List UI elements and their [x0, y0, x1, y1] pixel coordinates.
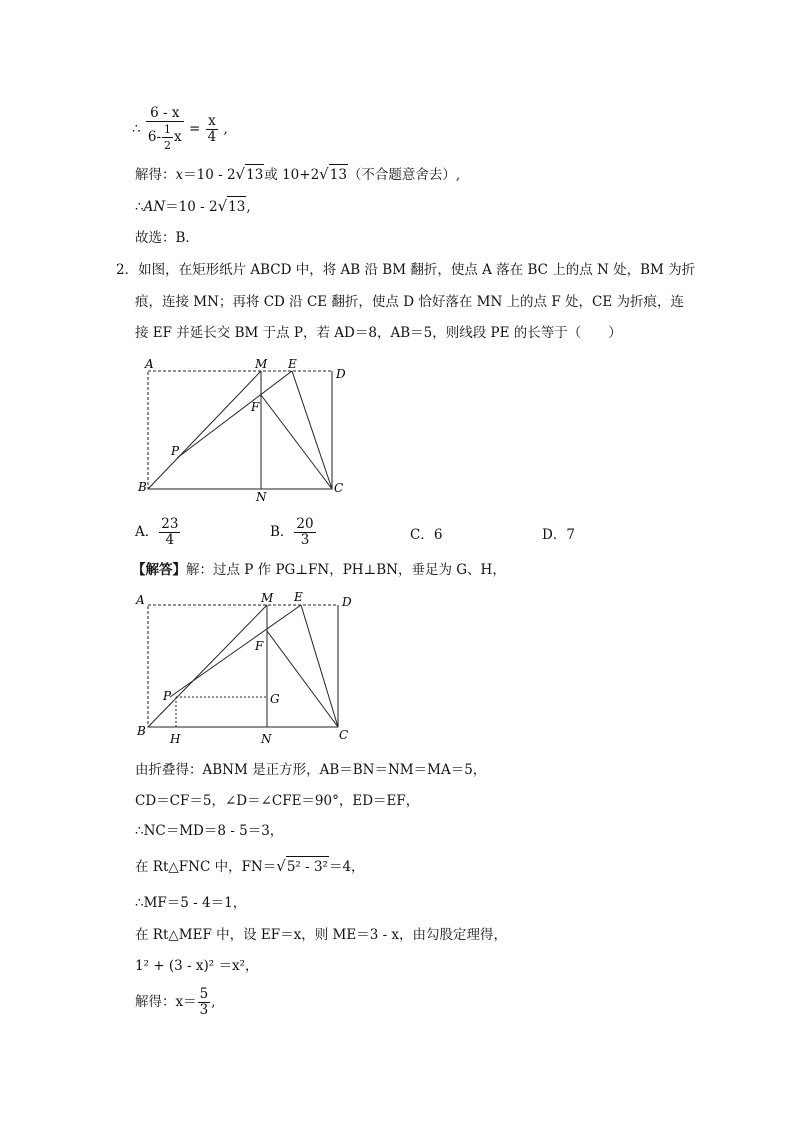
var-x: x	[175, 167, 184, 183]
label-m: M	[261, 591, 274, 605]
fraction-left	[146, 106, 184, 153]
expr-part-1: ＝10 - 2	[183, 167, 236, 183]
equals-sign: =	[188, 121, 201, 137]
option-b-num: 20	[296, 516, 314, 532]
step-3: ∴NC＝MD＝8 - 5＝3，	[135, 823, 284, 839]
option-a-den: 4	[165, 532, 175, 548]
step-8-den: 3	[199, 1002, 209, 1018]
label-f: F	[251, 400, 260, 414]
denominator-suffix: x	[174, 129, 182, 145]
label-p: P	[171, 444, 180, 458]
option-b-fraction	[294, 517, 315, 548]
label-e: E	[294, 590, 303, 604]
radicand: 13	[227, 196, 246, 217]
step-4-prefix: 在 Rt△FNC 中，FN＝	[135, 859, 277, 875]
fraction-right-numerator: x	[206, 114, 219, 130]
equation-line-1	[132, 106, 228, 153]
label-h: H	[170, 732, 181, 746]
step-8-fraction	[198, 987, 211, 1018]
step-1: 由折叠得：ABNM 是正方形，AB＝BN＝NM＝MA＝5，	[135, 762, 487, 778]
figure-2-rectangle-fold	[131, 587, 361, 747]
inner-fraction-den: 2	[164, 139, 172, 152]
question-2-line-1: 2．如图，在矩形纸片 ABCD 中，将 AB 沿 BM 翻折，使点 A 落在 BC 上的点 N 处，BM 为折	[116, 262, 696, 278]
label-n: N	[261, 732, 272, 746]
label-a: A	[145, 357, 154, 371]
solve-label: 解得：	[135, 167, 176, 183]
step-5: ∴MF＝5 - 4＝1，	[135, 895, 247, 911]
label-c: C	[339, 728, 349, 742]
step-6: 在 Rt△MEF 中，设 EF＝x，则 ME＝3 - x，由勾股定理得，	[135, 927, 508, 943]
step-8-suffix: ,	[211, 994, 216, 1010]
sqrt-icon: √	[276, 857, 286, 875]
inner-fraction	[162, 122, 173, 153]
step-8-prefix: 解得：x＝	[135, 994, 197, 1010]
expr-part-2: 或 10+2	[264, 167, 320, 183]
question-2-line-2: 痕，连接 MN；再将 CD 沿 CE 翻折，使点 D 恰好落在 MN 上的点 F 处，CE 为折痕，连	[135, 294, 684, 310]
answer-tag: 【解答】	[132, 562, 186, 578]
segment-ec	[292, 371, 332, 489]
segment-bm	[148, 605, 267, 727]
label-b: B	[137, 724, 146, 738]
radicand-2: 13	[329, 164, 348, 185]
step-8	[135, 987, 216, 1018]
option-a-label: A．	[135, 524, 159, 540]
question-2-line-3: 接 EF 并延长交 BM 于点 P，若 AD＝8，AB＝5，则线段 PE 的长等于（ ）	[135, 325, 622, 341]
sqrt-icon: √	[235, 165, 246, 183]
comma: ,	[246, 199, 251, 215]
answer-intro: 解：过点 P 作 PG⊥FN，PH⊥BN，垂足为 G、H，	[186, 562, 506, 578]
label-c: C	[334, 481, 344, 495]
step-7: 1² + (3 - x)² ＝x²，	[135, 958, 259, 974]
therefore-symbol: ∴	[132, 121, 141, 137]
sqrt-icon: √	[319, 165, 329, 183]
therefore-symbol: ∴	[135, 199, 144, 215]
step-8-num: 5	[199, 986, 209, 1002]
fraction-left-numerator: 6 - x	[146, 106, 184, 122]
segment-pe	[177, 371, 292, 458]
answer-intro-line	[132, 560, 506, 580]
step-4-radicand: 5² - 3²	[286, 856, 329, 877]
segment-ec	[301, 605, 338, 727]
option-a-fraction	[159, 517, 180, 548]
an-result-line	[135, 196, 251, 217]
label-g: G	[270, 692, 280, 706]
step-4	[135, 856, 365, 877]
fraction-right-denominator: 4	[207, 129, 217, 145]
segment-fc	[267, 631, 338, 727]
choice-line: 故选：B．	[135, 230, 199, 246]
label-e: E	[288, 357, 297, 371]
radicand-1: 13	[245, 164, 264, 185]
dashed-rectangle-abcd	[148, 371, 332, 489]
label-p: P	[163, 689, 172, 703]
solution-line	[135, 164, 460, 185]
denominator-prefix: 6-	[147, 129, 162, 145]
label-f: F	[255, 639, 264, 653]
inner-fraction-num: 1	[164, 123, 172, 136]
label-a: A	[136, 593, 145, 607]
option-b-label: B．	[270, 524, 294, 540]
option-d[interactable]: D．7	[542, 527, 575, 543]
label-b: B	[138, 480, 147, 494]
label-d: D	[336, 367, 346, 381]
option-b-den: 3	[300, 532, 310, 548]
sqrt-icon: √	[217, 197, 228, 215]
step-4-suffix: ＝4，	[328, 859, 365, 875]
figure-1-rectangle-fold	[135, 355, 365, 505]
option-c[interactable]: C．6	[410, 527, 443, 543]
comma: ,	[223, 121, 228, 137]
label-d: D	[342, 595, 352, 609]
expr-part-3: （不合题意舍去）,	[347, 167, 461, 183]
dashed-rectangle-abcd	[148, 605, 338, 727]
segment-an: AN	[143, 199, 166, 215]
expr-part: ＝10 - 2	[165, 199, 218, 215]
option-a[interactable]	[135, 517, 181, 548]
option-b[interactable]	[270, 517, 317, 548]
segment-fc	[261, 395, 332, 489]
segment-bm	[148, 371, 261, 489]
step-2: CD＝CF＝5，∠D＝∠CFE＝90°，ED＝EF，	[135, 793, 420, 809]
fraction-left-denominator	[146, 122, 184, 153]
label-m: M	[255, 357, 268, 371]
option-a-num: 23	[161, 516, 179, 532]
fraction-right	[206, 114, 219, 145]
label-n: N	[256, 490, 267, 504]
